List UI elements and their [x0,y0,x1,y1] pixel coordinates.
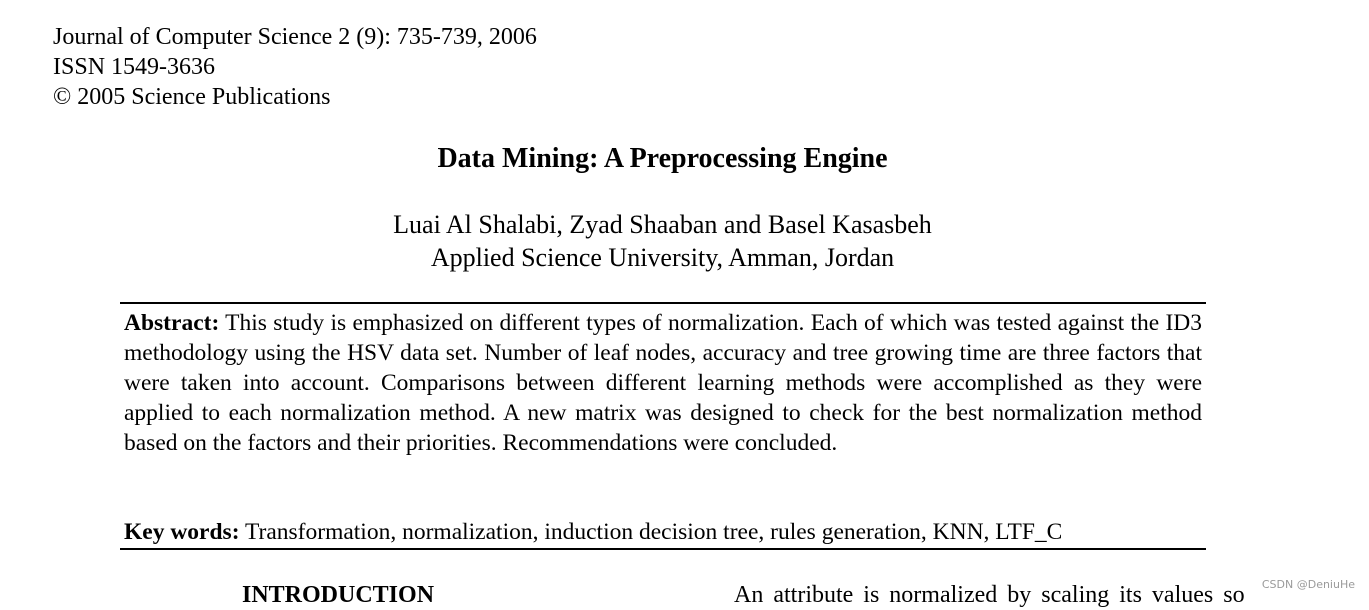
author-names: Luai Al Shalabi, Zyad Shaaban and Basel Kasasbeh [393,210,932,239]
keywords-bottom-rule [120,548,1206,550]
journal-copyright: © 2005 Science Publications [53,84,331,110]
column2-text: An attribute is normalized by scaling its values so [734,582,1245,608]
journal-issn: ISSN 1549-3636 [53,54,216,80]
abstract-text: This study is emphasized on different types of normalization. Each of which was tested against the ID3 methodology using the HSV data set. Number of leaf nodes, accuracy and tree growing time are three factors that were taken into account. Comparisons between different learning methods were accomplished as they were applied to each normalization method. A new matrix was designed to check for the best normalization method based on the factors and their priorities. Recommendations were concluded. [124,310,1203,456]
keywords-paragraph [124,517,1202,547]
watermark: CSDN @DeniuHe [1261,578,1355,591]
author-affiliation: Applied Science University, Amman, Jordan [430,243,895,272]
keywords-label: Key words: [124,519,240,545]
journal-info [53,22,537,112]
abstract-label: Abstract: [124,310,220,336]
introduction-heading: INTRODUCTION [242,582,435,608]
journal-citation: Journal of Computer Science 2 (9): 735-739, 2006 [53,24,537,50]
author-block [0,208,1325,274]
keywords-text: Transformation, normalization, induction decision tree, rules generation, KNN, LTF_C [244,519,1063,545]
paper-title: Data Mining: A Preprocessing Engine [437,143,888,174]
abstract-top-rule [120,302,1206,304]
abstract-paragraph [124,308,1202,458]
